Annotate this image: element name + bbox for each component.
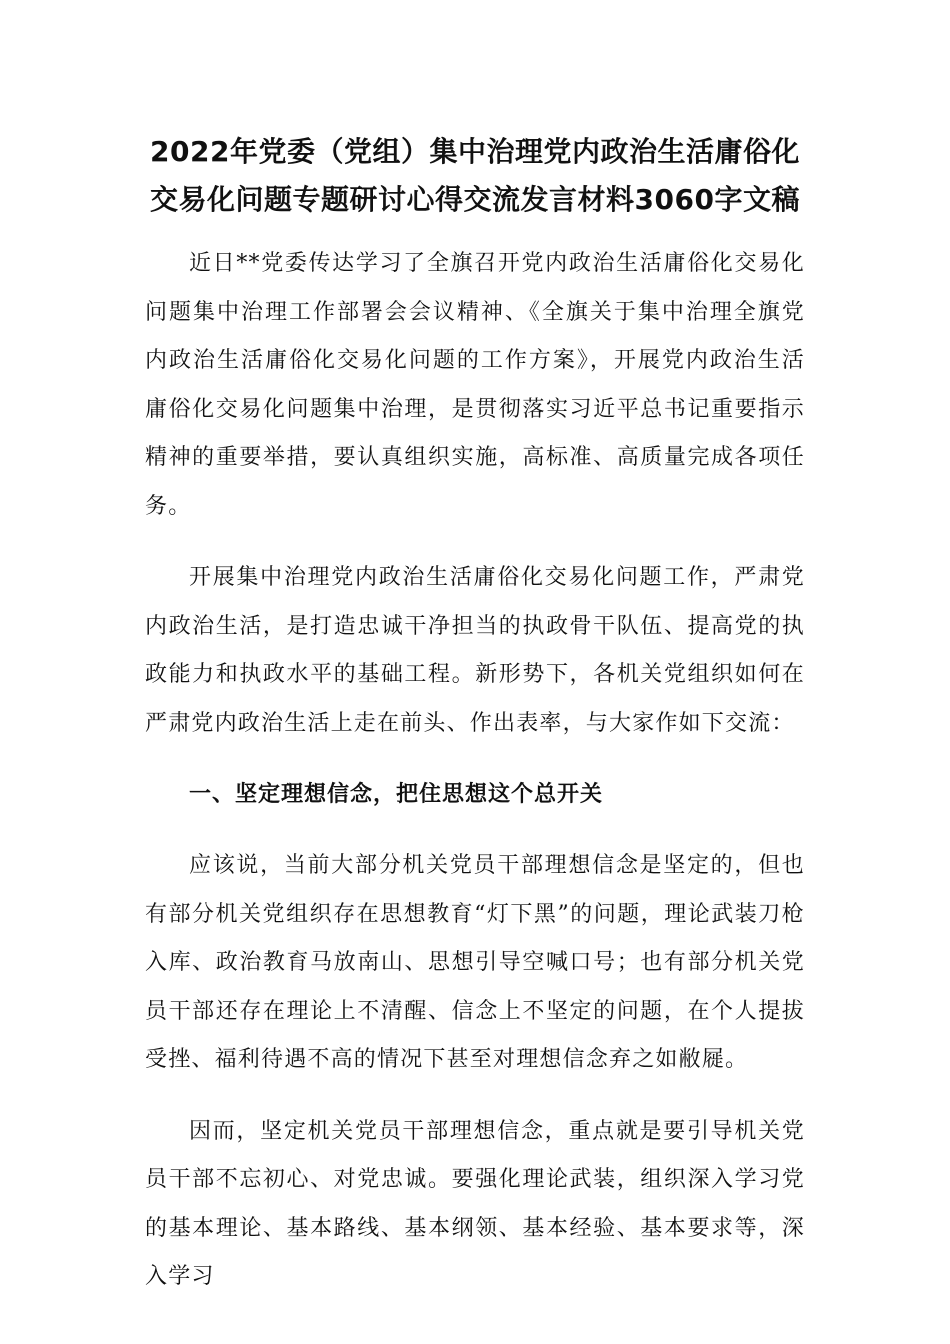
paragraph-1: 近日**党委传达学习了全旗召开党内政治生活庸俗化交易化问题集中治理工作部署会会议精神、《全旗关于集中治理全旗党内政治生活庸俗化交易化问题的工作方案》，开展党内政治生活庸俗化交易化问题集中治理，是贯彻落实习近平总书记重要指示精神的重要举措，要认真组织实施，高标准、高质量完成各项任务。: [145, 251, 805, 519]
document-title: [0, 128, 950, 224]
section-heading-1: 一、坚定理想信念，把住思想这个总开关: [189, 782, 604, 807]
paragraph-3: 应该说，当前大部分机关党员干部理想信念是坚定的，但也有部分机关党组织存在思想教育“灯下黑”的问题，理论武装刀枪入库、政治教育马放南山、思想引导空喊口号；也有部分机关党员干部还存在理论上不清醒、信念上不坚定的问题，在个人提拔受挫、福利待遇不高的情况下甚至对理想信念弃之如敝屣。: [145, 853, 805, 1072]
document-body: [145, 240, 805, 1325]
title-line-2: 交易化问题专题研讨心得交流发言材料3060字文稿: [150, 183, 800, 216]
paragraph-2: 开展集中治理党内政治生活庸俗化交易化问题工作，严肃党内政治生活，是打造忠诚干净担当的执政骨干队伍、提高党的执政能力和执政水平的基础工程。新形势下，各机关党组织如何在严肃党内政治生活上走在前头、作出表率，与大家作如下交流：: [145, 565, 805, 736]
paragraph-4: 因而，坚定机关党员干部理想信念，重点就是要引导机关党员干部不忘初心、对党忠诚。要强化理论武装，组织深入学习党的基本理论、基本路线、基本纲领、基本经验、基本要求等，深入学习: [145, 1118, 805, 1289]
title-line-1: 2022年党委（党组）集中治理党内政治生活庸俗化: [150, 135, 800, 168]
